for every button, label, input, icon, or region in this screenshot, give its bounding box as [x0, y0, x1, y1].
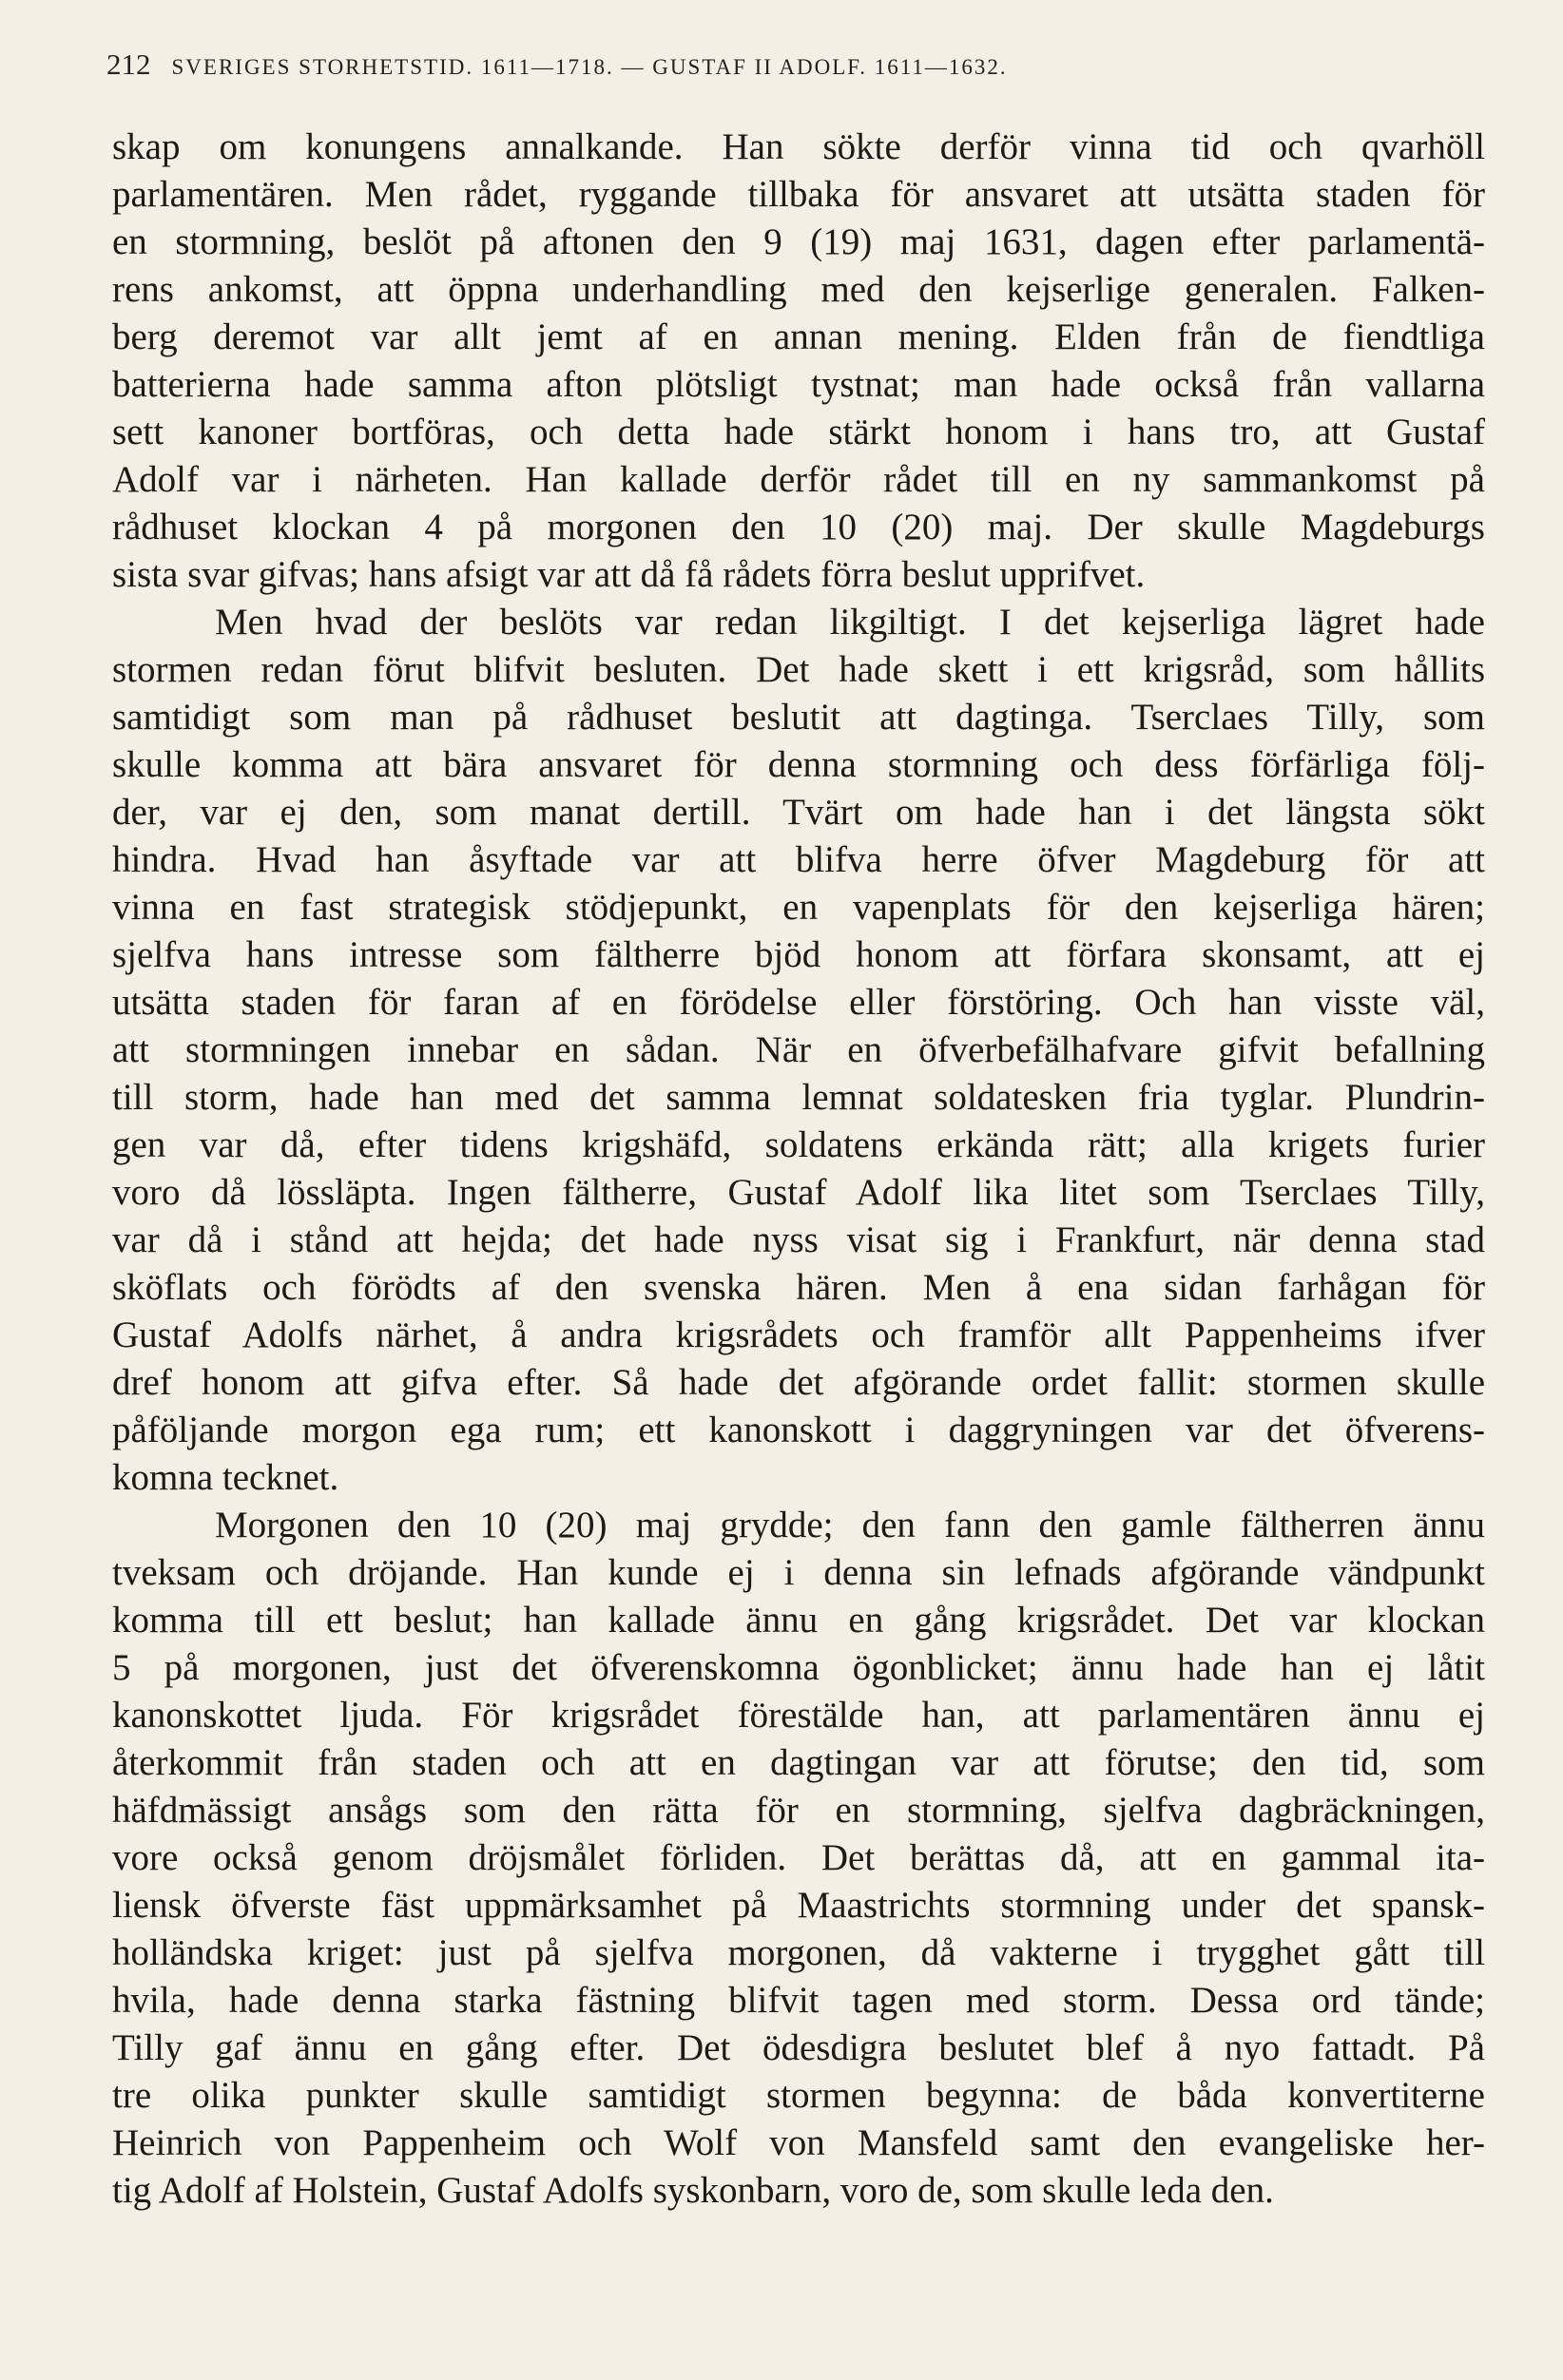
- running-head: [106, 48, 1485, 86]
- text-line: der, var ej den, som manat dertill. Tvärt om hade han i det längsta sökt: [112, 792, 1485, 833]
- text-line: Heinrich von Pappenheim och Wolf von Mansfeld samt den evangeliske her-: [112, 2122, 1485, 2163]
- text-line: påföljande morgon ega rum; ett kanonskott i daggryningen var det öfverens-: [112, 1410, 1485, 1450]
- text-line: komma till ett beslut; han kallade ännu en gång krigsrådet. Det var klockan: [112, 1600, 1485, 1641]
- text-line: Morgonen den 10 (20) maj grydde; den fann den gamle fältherren ännu: [215, 1505, 1485, 1545]
- text-line: skap om konungens annalkande. Han sökte derför vinna tid och qvarhöll: [112, 126, 1485, 167]
- text-line: hindra. Hvad han åsyftade var att blifva herre öfver Magdeburg för att: [112, 839, 1485, 880]
- text-line: liensk öfverste fäst uppmärksamhet på Maastrichts stormning under det spansk-: [112, 1885, 1485, 1926]
- text-line: sista svar gifvas; hans afsigt var att då få rådets förra beslut upprifvet.: [112, 554, 1146, 595]
- text-line: rådhuset klockan 4 på morgonen den 10 (20) maj. Der skulle Magdeburgs: [112, 507, 1485, 547]
- body-text: [112, 124, 1485, 2215]
- text-line: 5 på morgonen, just det öfverenskomna ögonblicket; ännu hade han ej låtit: [112, 1647, 1485, 1688]
- text-line: utsätta staden för faran af en förödelse eller förstöring. Och han visste väl,: [112, 982, 1485, 1023]
- paragraph: [112, 1502, 1485, 2215]
- text-line: sett kanoner bortföras, och detta hade stärkt honom i hans tro, att Gustaf: [112, 412, 1485, 452]
- running-title: SVERIGES STORHETSTID. 1611—1718. — GUSTAF II ADOLF. 1611—1632.: [171, 55, 1008, 79]
- text-line: tveksam och dröjande. Han kunde ej i denna sin lefnads afgörande vändpunkt: [112, 1552, 1485, 1593]
- text-line: Adolf var i närheten. Han kallade derför rådet till en ny sammankomst på: [112, 459, 1485, 500]
- text-line: holländska kriget: just på sjelfva morgonen, då vakterne i trygghet gått till: [112, 1932, 1485, 1973]
- text-line: rens ankomst, att öppna underhandling med den kejserlige generalen. Falken-: [112, 269, 1485, 310]
- text-line: parlamentären. Men rådet, ryggande tillbaka för ansvaret att utsätta staden för: [112, 174, 1485, 215]
- text-line: dref honom att gifva efter. Så hade det afgörande ordet fallit: stormen skulle: [112, 1362, 1485, 1403]
- text-line: vore också genom dröjsmålet förliden. Det berättas då, att en gammal ita-: [112, 1837, 1485, 1878]
- text-line: hvila, hade denna starka fästning blifvit tagen med storm. Dessa ord tände;: [112, 1980, 1485, 2021]
- text-line: häfdmässigt ansågs som den rätta för en stormning, sjelfva dagbräckningen,: [112, 1790, 1485, 1831]
- text-line: till storm, hade han med det samma lemnat soldatesken fria tyglar. Plundrin-: [112, 1077, 1485, 1118]
- text-line: berg deremot var allt jemt af en annan mening. Elden från de fiendtliga: [112, 317, 1485, 357]
- text-line: Men hvad der beslöts var redan likgiltigt. I det kejserliga lägret hade: [215, 602, 1485, 643]
- text-line: stormen redan förut blifvit besluten. Det hade skett i ett krigsråd, som hållits: [112, 649, 1485, 690]
- paragraph: [112, 124, 1485, 599]
- text-line: vinna en fast strategisk stödjepunkt, en vapenplats för den kejserliga hären;: [112, 887, 1485, 928]
- text-line: skulle komma att bära ansvaret för denna stormning och dess förfärliga följ-: [112, 744, 1485, 785]
- text-line: samtidigt som man på rådhuset beslutit att dagtinga. Tserclaes Tilly, som: [112, 697, 1485, 738]
- text-line: tre olika punkter skulle samtidigt stormen begynna: de båda konvertiterne: [112, 2075, 1485, 2116]
- text-line: sköflats och förödts af den svenska hären. Men å ena sidan farhågan för: [112, 1267, 1485, 1308]
- text-line: återkommit från staden och att en dagtingan var att förutse; den tid, som: [112, 1742, 1485, 1783]
- text-line: en stormning, beslöt på aftonen den 9 (19) maj 1631, dagen efter parlamentä-: [112, 221, 1485, 262]
- text-line: Tilly gaf ännu en gång efter. Det ödesdigra beslutet blef å nyo fattadt. På: [112, 2027, 1485, 2068]
- text-line: voro då lössläpta. Ingen fältherre, Gustaf Adolf lika litet som Tserclaes Tilly,: [112, 1172, 1485, 1213]
- text-line: Gustaf Adolfs närhet, å andra krigsrådets och framför allt Pappenheims ifver: [112, 1315, 1485, 1355]
- text-line: att stormningen innebar en sådan. När en öfverbefälhafvare gifvit befallning: [112, 1029, 1485, 1070]
- text-line: sjelfva hans intresse som fältherre bjöd honom att förfara skonsamt, att ej: [112, 934, 1485, 975]
- page-number: 212: [106, 48, 151, 81]
- text-line: batterierna hade samma afton plötsligt tystnat; man hade också från vallarna: [112, 364, 1485, 405]
- text-line: var då i stånd att hejda; det hade nyss visat sig i Frankfurt, när denna stad: [112, 1219, 1485, 1260]
- text-line: tig Adolf af Holstein, Gustaf Adolfs syskonbarn, voro de, som skulle leda den.: [112, 2170, 1274, 2211]
- text-line: kanonskottet ljuda. För krigsrådet förestälde han, att parlamentären ännu ej: [112, 1695, 1485, 1736]
- paragraph: [112, 599, 1485, 1502]
- text-line: komna tecknet.: [112, 1457, 339, 1498]
- text-line: gen var då, efter tidens krigshäfd, soldatens erkända rätt; alla krigets furier: [112, 1124, 1485, 1165]
